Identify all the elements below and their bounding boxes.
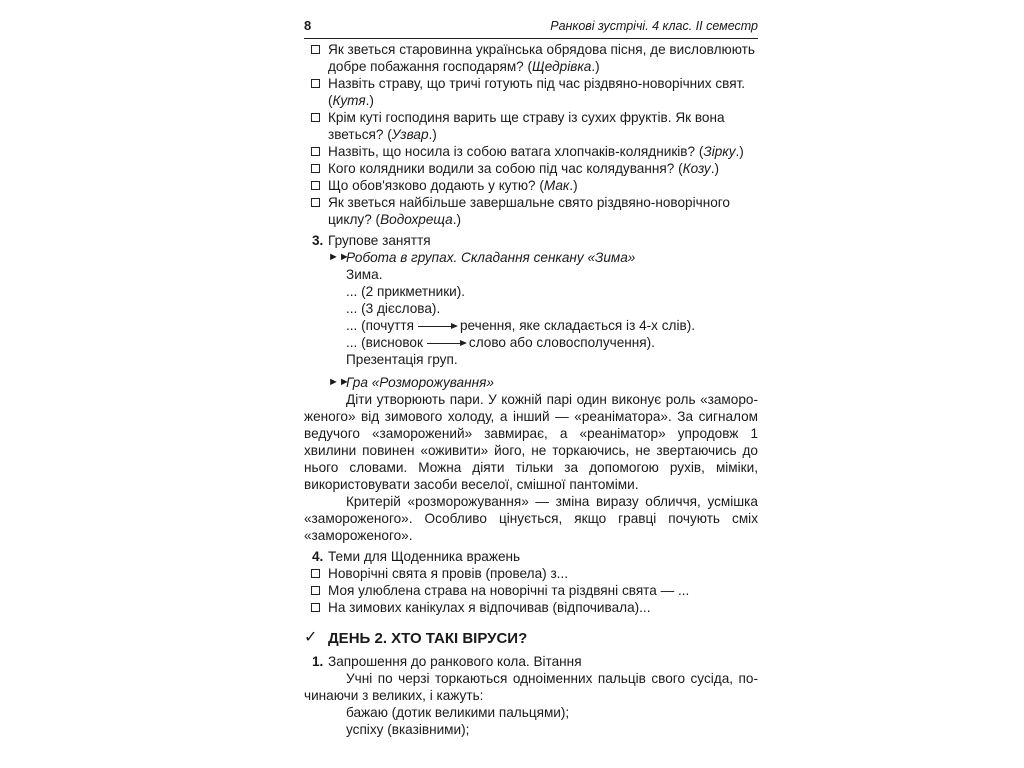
quiz-item: Назвіть страву, що тричі готують під час різдвяно-новорічних свят. (Кутя.) xyxy=(304,75,758,109)
section-3-heading: 3. Групове заняття xyxy=(312,233,431,248)
cinquain-line: ... (3 дієслова). xyxy=(346,301,441,316)
page-header xyxy=(304,14,758,39)
quiz-item: Крім куті господиня варить ще страву із сухих фруктів. Як вона зветься? (Узвар.) xyxy=(304,109,758,143)
greeting-line: успіху (вказівними); xyxy=(346,722,470,737)
quiz-item: Що обов'язково додають у кутю? (Мак.) xyxy=(304,177,758,194)
diary-topic: Новорічні свята я провів (провела) з... xyxy=(304,565,758,582)
day-2-heading: ✓ ДЕНЬ 2. ХТО ТАКІ ВІРУСИ? xyxy=(304,629,528,647)
page-content xyxy=(304,41,758,738)
greeting-description: Учні по черзі торкаються одноіменних пальців свого сусіда, починаючи з великих, і кажуть: xyxy=(304,671,758,703)
cinquain-line: ... (2 прикметники). xyxy=(346,284,466,299)
quiz-item: Кого колядники водили за собою під час колядування? (Козу.) xyxy=(304,160,758,177)
quiz-list xyxy=(304,41,758,228)
cinquain-line: Зима. xyxy=(346,267,383,282)
quiz-item: Як зветься старовинна українська обрядова пісня, де висловлюють добре побажання господарям? (Щедрівка.) xyxy=(304,41,758,75)
section-4-heading: 4. Теми для Щоденника вражень xyxy=(312,549,521,564)
running-title: Ранкові зустрічі. 4 клас. ІІ семестр xyxy=(550,19,758,33)
presentation-line: Презентація груп. xyxy=(346,352,458,367)
cinquain-line: ... (висновок слово або словосполучення). xyxy=(346,335,655,350)
quiz-item: Як зветься найбільше завершальне свято різдвяно-новорічного циклу? (Водохреща.) xyxy=(304,194,758,228)
checkmark-icon: ✓ xyxy=(304,629,318,646)
double-arrow-icon: ►► xyxy=(328,251,350,263)
activity-heading: ►► Гра «Розморожування» xyxy=(328,375,494,390)
quiz-item: Назвіть, що носила із собою ватага хлопчаків-колядників? (Зірку.) xyxy=(304,143,758,160)
double-arrow-icon: ►► xyxy=(328,376,350,388)
right-arrow-icon xyxy=(427,343,465,344)
diary-topic: На зимових канікулах я відпочивав (відпочивала)... xyxy=(304,599,758,616)
game-description: Діти утворюють пари. У кожній парі один виконує роль «замороженого» від зимового холоду, а інший — «реаніматора». За сигналом ведучого «заморожений» завмирає, а «реаніматор» упродовж 1 хвилини повинен «оживити» його, не торкаючись, не звертаючись до нього словами. Можна діяти тільки за допомогою рухів, міміки, використовувати засоби веселої, смішної пантоміми. xyxy=(304,392,758,492)
right-arrow-icon xyxy=(418,326,456,327)
game-criterion: Критерій «розморожування» — зміна виразу обличчя, усмішка «замороженого». Особливо цінується, якщо гравці почують сміх «замороженого». xyxy=(304,494,758,543)
book-page xyxy=(282,8,758,760)
day-2-item-heading: 1. Запрошення до ранкового кола. Вітання xyxy=(312,654,582,669)
activity-heading: ►► Робота в групах. Складання сенкану «Зима» xyxy=(328,250,636,265)
page-number: 8 xyxy=(304,18,312,33)
greeting-line: бажаю (дотик великими пальцями); xyxy=(346,705,570,720)
cinquain-line: ... (почуття речення, яке складається із 4-х слів). xyxy=(346,318,696,333)
diary-topic: Моя улюблена страва на новорічні та різдвяні свята — ... xyxy=(304,582,758,599)
